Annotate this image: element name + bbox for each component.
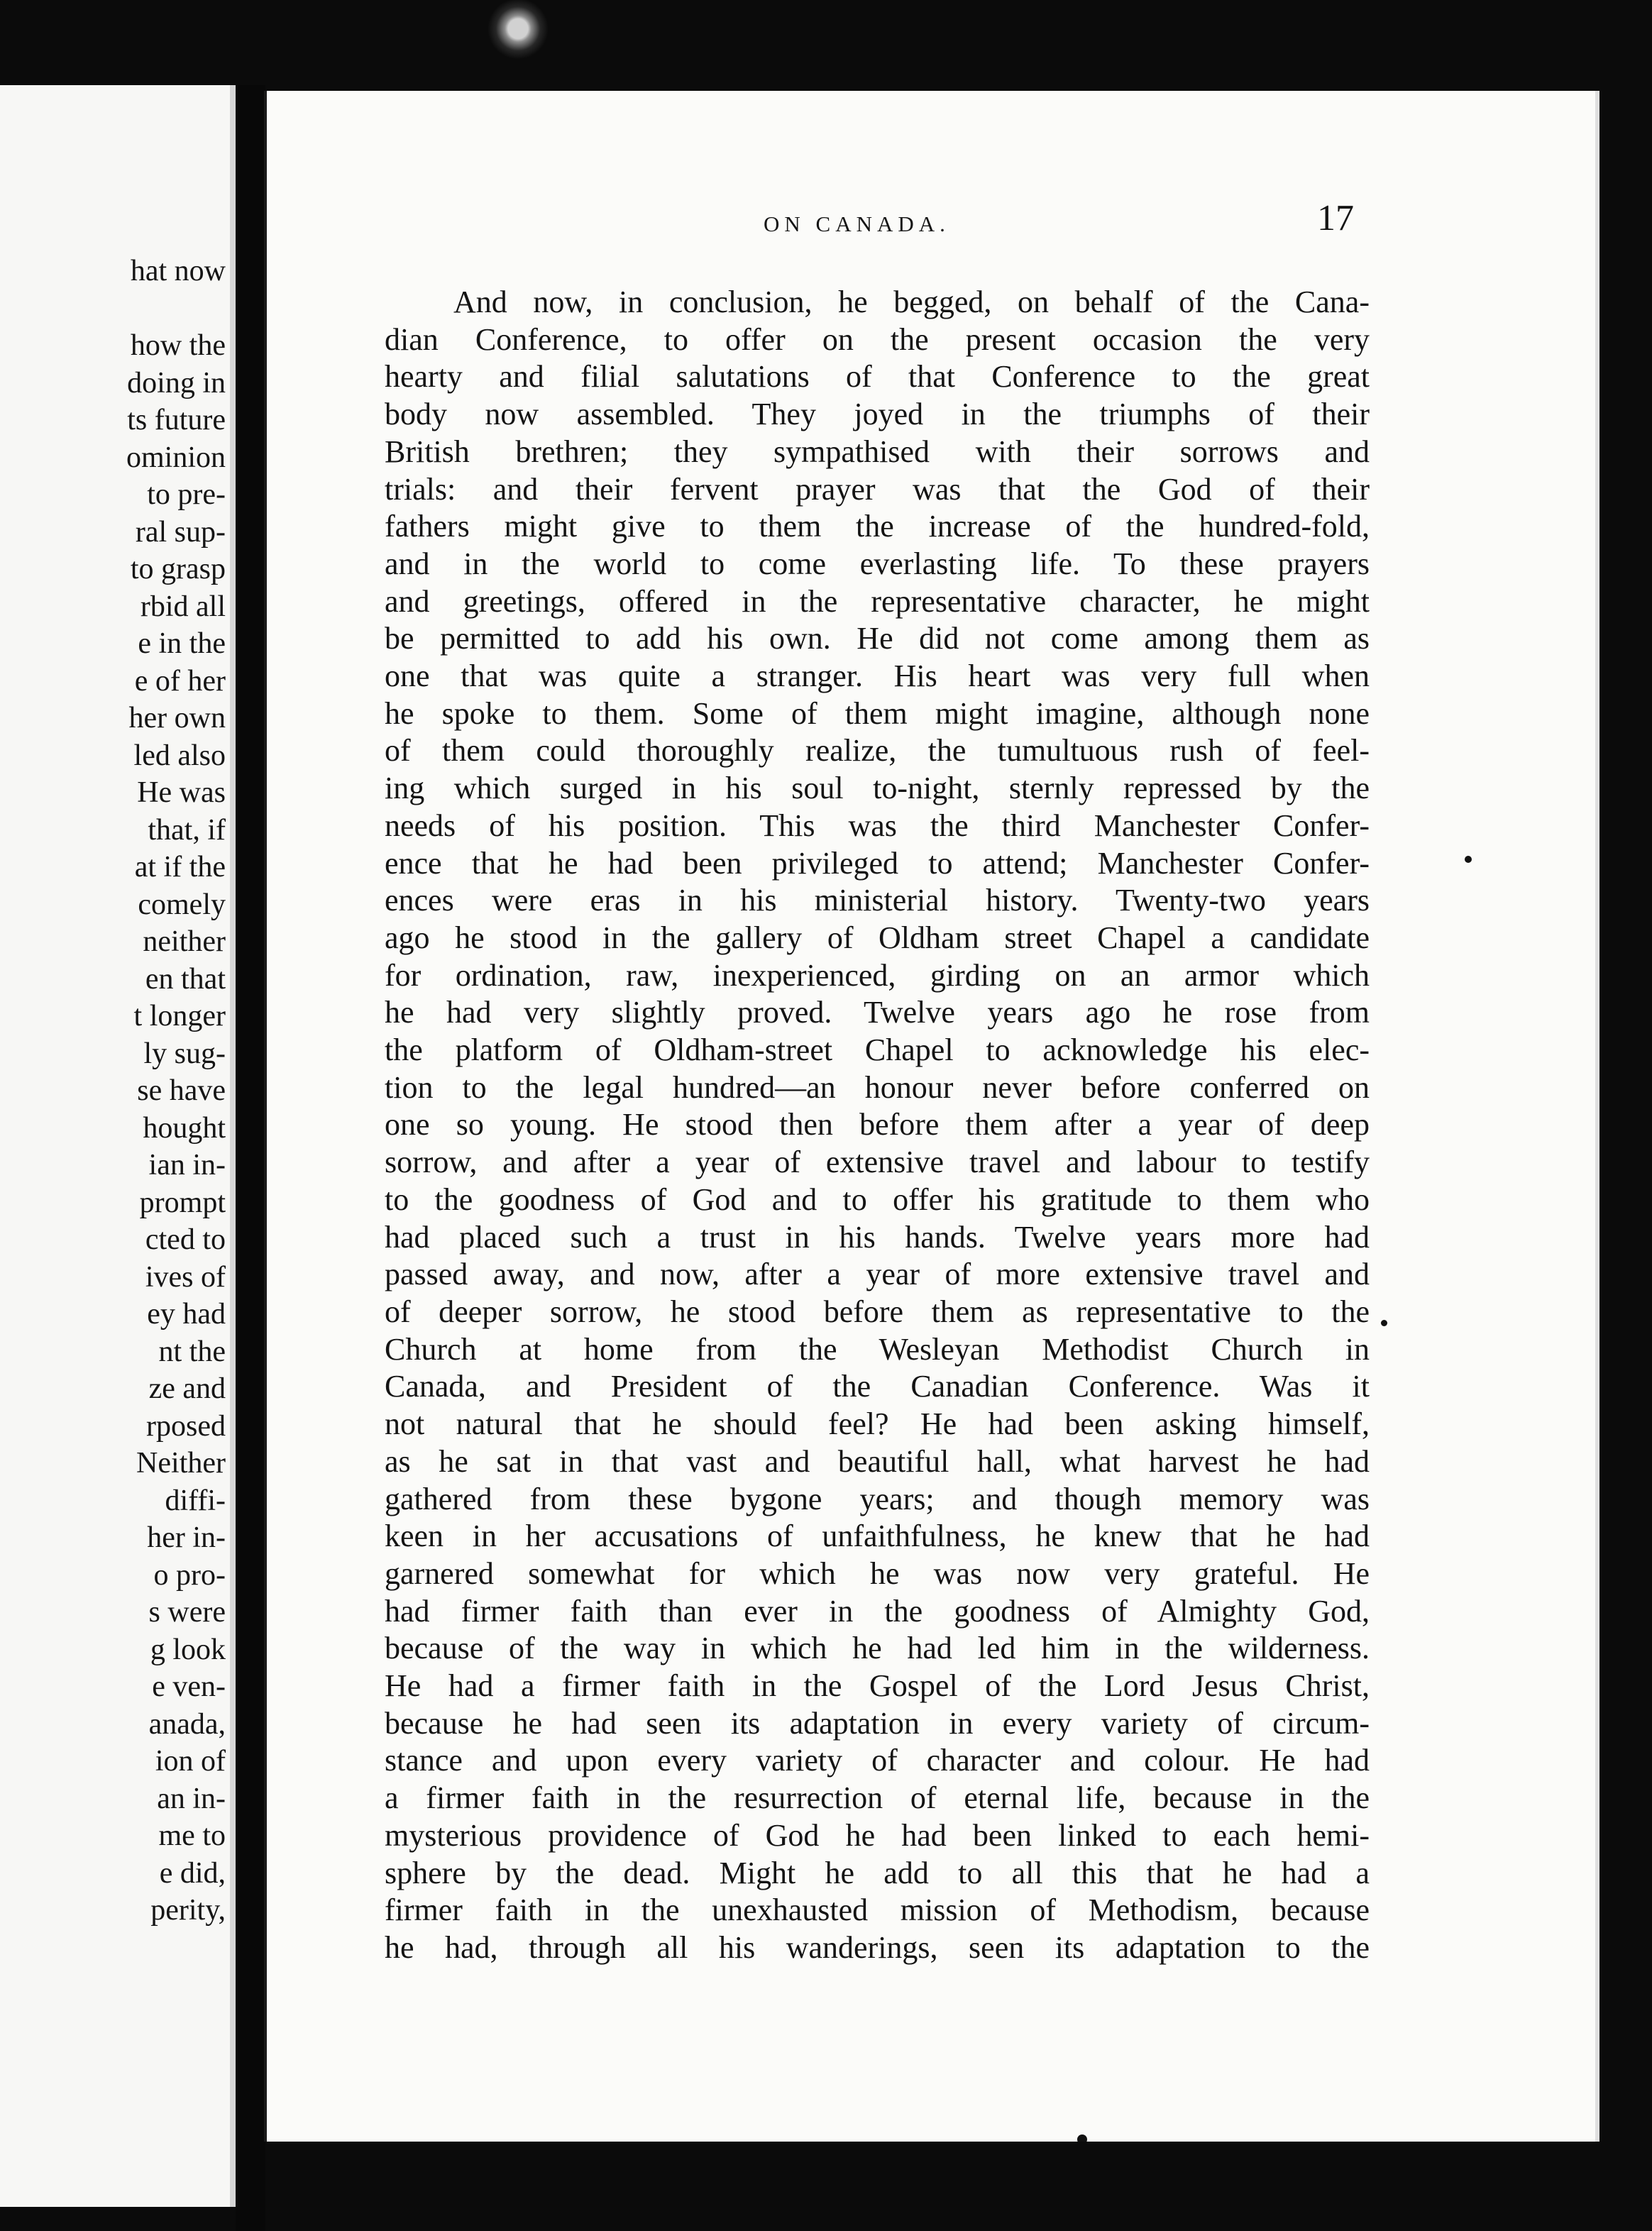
text-line: He had a firmer faith in the Gospel of the Lord Jesus Christ, (385, 1668, 1370, 1704)
left-page-line: ze and (148, 1372, 226, 1405)
left-page-line: ts future (127, 404, 226, 436)
left-page-line: hought (143, 1111, 226, 1145)
text-line: had firmer faith than ever in the goodness of Almighty God, (385, 1593, 1370, 1629)
text-line: Canada, and President of the Canadian Conference. Was it (385, 1369, 1370, 1404)
ink-blot (475, 0, 561, 64)
text-line: of them could thoroughly realize, the tumultuous rush of feel- (385, 733, 1370, 769)
left-page-line: en that (145, 962, 226, 996)
text-line: hearty and filial salutations of that Conference to the great (385, 359, 1370, 395)
left-page-line: diffi- (165, 1484, 226, 1517)
text-line: because of the way in which he had led him in the wilderness. (385, 1631, 1370, 1666)
text-line: ence that he had been privileged to attend; Manchester Confer- (385, 845, 1370, 881)
text-line: ences were eras in his ministerial history. Twenty-two years (385, 883, 1370, 918)
running-head: ON CANADA. (764, 211, 950, 236)
left-page-line: me to (158, 1819, 226, 1852)
left-page-edge (230, 85, 236, 2207)
left-page-line: her in- (147, 1521, 226, 1554)
left-page-text (0, 253, 226, 1929)
left-page-line: rposed (146, 1409, 226, 1443)
text-line: he spoke to them. Some of them might imagine, although none (385, 695, 1370, 731)
text-line: the platform of Oldham-street Chapel to acknowledge his elec- (385, 1032, 1370, 1068)
left-page-line: led also (133, 739, 226, 772)
text-line: one so young. He stood then before them after a year of deep (385, 1107, 1370, 1142)
text-line: to the goodness of God and to offer his gratitude to them who (385, 1181, 1370, 1217)
text-line: and greetings, offered in the representative character, he might (385, 583, 1370, 619)
left-page-line: comely (138, 888, 226, 921)
left-page-line: Neither (136, 1447, 226, 1480)
left-page-line: ral sup- (135, 515, 226, 549)
left-page-line: hat now (130, 255, 226, 287)
text-line: mysterious providence of God he had been linked to each hemi- (385, 1817, 1370, 1853)
left-page-line: e of her (134, 664, 226, 698)
left-page-line: se have (137, 1074, 226, 1107)
left-page-line: her own (128, 702, 226, 734)
text-line: for ordination, raw, inexperienced, girding on an armor which (385, 957, 1370, 993)
page-number: 17 (1317, 198, 1354, 238)
left-page-line: nt the (158, 1335, 226, 1368)
ink-speck (1465, 856, 1472, 863)
text-line: stance and upon every variety of character and colour. He had (385, 1743, 1370, 1778)
text-line: dian Conference, to offer on the present occasion the very (385, 321, 1370, 357)
ink-speck (1077, 2134, 1087, 2142)
left-page-line: ey had (147, 1298, 226, 1331)
left-page-line: rbid all (140, 590, 226, 623)
text-line: one that was quite a stranger. His heart was very full when (385, 659, 1370, 694)
left-page-line: neither (143, 925, 226, 958)
left-page-line: s were (148, 1596, 226, 1629)
text-line: garnered somewhat for which he was now very grateful. He (385, 1555, 1370, 1591)
text-line: body now assembled. They joyed in the triumphs of their (385, 397, 1370, 432)
left-page-line: perity, (150, 1894, 226, 1927)
left-page-line: an in- (157, 1782, 226, 1815)
left-page-line: t longer (133, 1000, 226, 1032)
text-line: he had, through all his wanderings, seen its adaptation to the (385, 1929, 1370, 1965)
ink-speck (1381, 1320, 1387, 1326)
text-line: firmer faith in the unexhausted mission of Methodism, because (385, 1893, 1370, 1928)
text-line: trials: and their fervent prayer was that the God of their (385, 471, 1370, 507)
text-line: a firmer faith in the resurrection of eternal life, because in the (385, 1780, 1370, 1816)
text-line: sphere by the dead. Might he add to all this that he had a (385, 1855, 1370, 1890)
right-page (264, 91, 1599, 2142)
left-page-line: ion of (155, 1745, 226, 1778)
text-line: of deeper sorrow, he stood before them as representative to the (385, 1294, 1370, 1329)
text-line: and in the world to come everlasting life. To these prayers (385, 546, 1370, 581)
left-page-line: doing in (127, 366, 226, 400)
left-page-line: prompt (139, 1186, 226, 1219)
text-line: he had very slightly proved. Twelve years ago he rose from (385, 995, 1370, 1030)
left-page-line: ian in- (148, 1149, 226, 1181)
left-page-line: o pro- (153, 1558, 226, 1592)
left-page-line: e ven- (152, 1670, 226, 1703)
text-line: gathered from these bygone years; and though memory was (385, 1481, 1370, 1516)
text-line: sorrow, and after a year of extensive travel and labour to testify (385, 1145, 1370, 1180)
text-line: And now, in conclusion, he begged, on behalf of the Cana- (453, 285, 1370, 319)
text-line: British brethren; they sympathised with their sorrows and (385, 434, 1370, 469)
text-line: as he sat in that vast and beautiful hall, what harvest he had (385, 1443, 1370, 1479)
text-line: Church at home from the Wesleyan Methodist Church in (385, 1331, 1370, 1367)
left-page-line: g look (150, 1633, 226, 1666)
left-page-line: to grasp (130, 553, 226, 585)
left-page-line: ly sug- (143, 1037, 226, 1070)
left-page-line: to pre- (147, 478, 226, 511)
left-page-line (0, 290, 226, 328)
left-page-line: ominion (126, 441, 226, 474)
left-page-line: e in the (138, 627, 226, 660)
text-line: had placed such a trust in his hands. Twelve years more had (385, 1219, 1370, 1255)
text-line: tion to the legal hundred—an honour never before conferred on (385, 1069, 1370, 1105)
left-page-line: He was (137, 776, 226, 809)
body-text (385, 284, 1370, 1967)
left-page-line: at if the (134, 851, 226, 883)
left-page-line: cted to (145, 1223, 226, 1256)
left-page-line: how the (130, 329, 226, 362)
text-line: not natural that he should feel? He had been asking himself, (385, 1406, 1370, 1442)
text-line: fathers might give to them the increase of the hundred-fold, (385, 509, 1370, 544)
left-page-line: anada, (148, 1707, 226, 1741)
text-line: ing which surged in his soul to-night, sternly repressed by the (385, 771, 1370, 806)
text-line: passed away, and now, after a year of more extensive travel and (385, 1257, 1370, 1292)
book-gutter (236, 85, 265, 2231)
text-line: be permitted to add his own. He did not come among them as (385, 621, 1370, 656)
text-line: ago he stood in the gallery of Oldham street Chapel a candidate (385, 920, 1370, 955)
text-line: because he had seen its adaptation in every variety of circum- (385, 1705, 1370, 1741)
left-page-line: e did, (159, 1856, 226, 1890)
left-page-line: ives of (145, 1260, 226, 1294)
text-line: keen in her accusations of unfaithfulness, he knew that he had (385, 1519, 1370, 1554)
left-page-fragment (0, 85, 236, 2207)
left-page-line: that, if (148, 813, 226, 847)
text-line: needs of his position. This was the third Manchester Confer- (385, 808, 1370, 843)
